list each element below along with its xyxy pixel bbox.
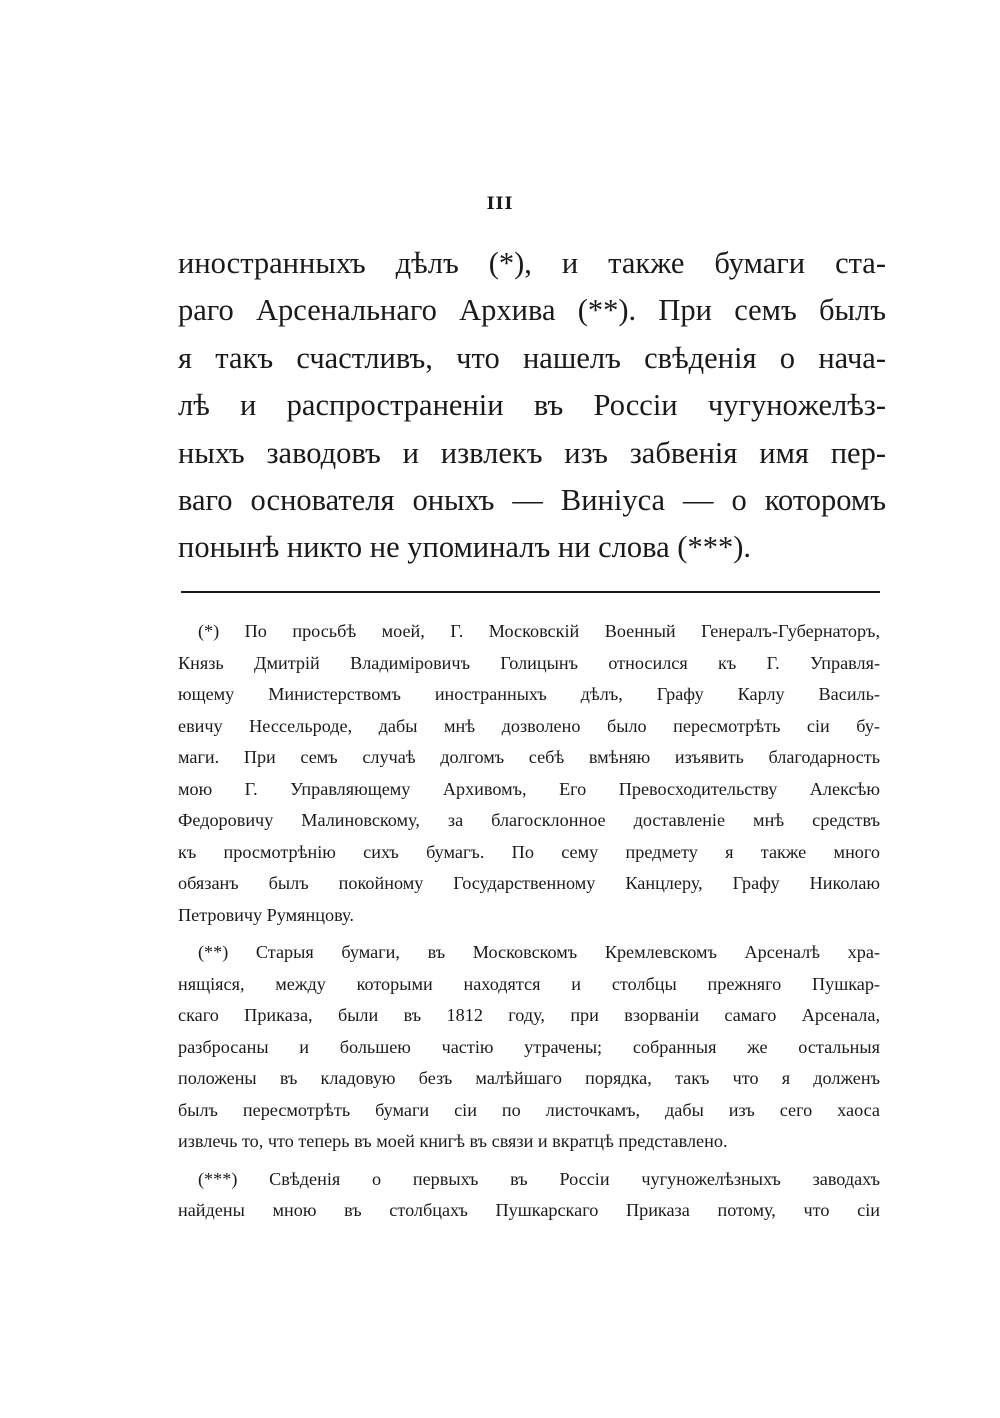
footnote-line: (*) По просьбѣ моей, Г. Московскій Военный Генералъ-Губернаторъ, <box>198 621 880 641</box>
footnote-line: (**) Старыя бумаги, въ Московскомъ Кремлевскомъ Арсеналѣ хра- <box>198 942 880 962</box>
main-text <box>178 240 886 572</box>
footnote-separator <box>181 591 880 593</box>
footnote-line: евичу Нессельроде, дабы мнѣ дозволено было пересмотрѣть сіи бу- <box>178 715 880 736</box>
footnote-line: къ просмотрѣнію сихъ бумагъ. По сему предмету я также много <box>178 841 880 862</box>
main-text-line: ваго основателя оныхъ — Виніуса — о которомъ <box>178 482 886 517</box>
footnote-line: извлечь то, что теперь въ моей книгѣ въ связи и вкратцѣ представлено. <box>178 1131 728 1151</box>
footnote-line: ющему Министерствомъ иностранныхъ дѣлъ, Графу Карлу Василь- <box>178 684 880 704</box>
footnote-line: (***) Свѣденія о первыхъ въ Россіи чугуножелѣзныхъ заводахъ <box>198 1168 880 1189</box>
footnotes <box>178 616 880 1233</box>
main-text-line: я такъ счастливъ, что нашелъ свѣденія о нача- <box>178 340 886 375</box>
footnote-line: скаго Приказа, были въ 1812 году, при взорваніи самаго Арсенала, <box>178 1005 880 1025</box>
footnote-line: положены въ кладовую безъ малѣйшаго порядка, такъ что я долженъ <box>178 1068 880 1088</box>
footnote-line: Князь Дмитрій Владиміровичъ Голицынъ относился къ Г. Управля- <box>178 652 880 673</box>
footnote-line: былъ пересмотрѣть бумаги сіи по листочкамъ, дабы изъ сего хаоса <box>178 1099 880 1120</box>
footnote-line: маги. При семъ случаѣ долгомъ себѣ вмѣняю изъявить благодарность <box>178 747 880 767</box>
main-text-line: понынѣ никто не упоминалъ ни слова (***). <box>178 530 751 565</box>
main-text-line: лѣ и распространеніи въ Россіи чугунoжелѣз- <box>178 388 886 423</box>
footnote-line: мою Г. Управляющему Архивомъ, Его Превосходительству Алексѣю <box>178 778 880 799</box>
main-text-line: ныхъ заводовъ и извлекъ изъ забвенія имя пер- <box>178 435 886 470</box>
page-number: III <box>486 194 514 214</box>
footnote-line: обязанъ былъ покойному Государственному Канцлеру, Графу Николаю <box>178 873 880 893</box>
footnote-line: нящіяся, между которыми находятся и столбцы прежняго Пушкар- <box>178 973 880 994</box>
footnote-line: разбросаны и большею частію утрачены; собранныя же остальныя <box>178 1036 880 1057</box>
main-text-line: раго Арсенальнаго Архива (**). При семъ былъ <box>178 293 886 328</box>
footnote-line: Федоровичу Малиновскому, за благосклонное доставленіе мнѣ средствъ <box>178 810 880 830</box>
footnote-1 <box>178 616 880 931</box>
footnote-line: Петровичу Румянцову. <box>178 904 354 925</box>
footnote-2 <box>178 937 880 1158</box>
footnote-line: найдены мною въ столбцахъ Пушкарскаго Приказа потому, что сіи <box>178 1200 880 1220</box>
footnote-3 <box>178 1164 880 1227</box>
main-text-line: иностранныхъ дѣлъ (*), и также бумаги ста- <box>178 246 886 280</box>
